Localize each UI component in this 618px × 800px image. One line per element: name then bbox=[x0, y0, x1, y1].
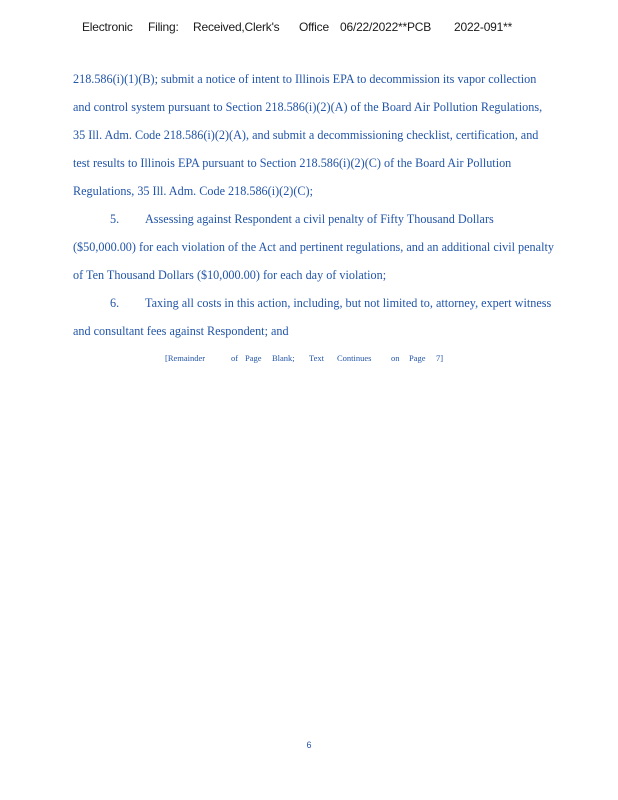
item-6-line-2: and consultant fees against Respondent; and bbox=[73, 324, 289, 338]
header-filing: Filing: bbox=[148, 20, 179, 34]
item-5-first-line bbox=[73, 211, 618, 239]
body-line: test results to Illinois EPA pursuant to Section 218.586(i)(2)(C) of the Board Air Pollution bbox=[73, 156, 512, 170]
item-5-text: Assessing against Respondent a civil penalty of Fifty Thousand Dollars bbox=[145, 212, 494, 226]
body-line: 218.586(i)(1)(B); submit a notice of intent to Illinois EPA to decommission its vapor collection bbox=[73, 72, 537, 86]
remainder-word: on bbox=[391, 353, 400, 363]
remainder-word: of bbox=[231, 353, 239, 363]
header-electronic: Electronic bbox=[82, 20, 133, 34]
body-line: Regulations, 35 Ill. Adm. Code 218.586(i)(2)(C); bbox=[73, 184, 314, 198]
remainder-word: Page bbox=[409, 353, 426, 363]
filing-header bbox=[82, 20, 522, 36]
item-5-line-2: ($50,000.00) for each violation of the Act and pertinent regulations, and an additional civil penalty bbox=[73, 240, 554, 254]
page-number: 6 bbox=[306, 740, 312, 750]
item-6-first-line bbox=[73, 295, 618, 323]
item-5-line-3: of Ten Thousand Dollars ($10,000.00) for each day of violation; bbox=[73, 268, 387, 282]
remainder-word: Blank; bbox=[272, 353, 295, 363]
header-case-number: 2022-091** bbox=[454, 20, 513, 34]
header-office: Office bbox=[299, 20, 329, 34]
remainder-word: 7] bbox=[436, 353, 444, 363]
item-6-text: Taxing all costs in this action, including, but not limited to, attorney, expert witness bbox=[145, 296, 552, 310]
document-body bbox=[73, 71, 618, 351]
header-date: 06/22/2022**PCB bbox=[340, 20, 432, 34]
remainder-word: Continues bbox=[337, 353, 372, 363]
remainder-word: Page bbox=[245, 353, 262, 363]
remainder-word: Text bbox=[309, 353, 324, 363]
item-5-number: 5. bbox=[110, 212, 120, 226]
body-line: and control system pursuant to Section 218.586(i)(2)(A) of the Board Air Pollution Regulations, bbox=[73, 100, 543, 114]
remainder-word: [Remainder bbox=[165, 353, 206, 363]
header-received: Received,Clerk's bbox=[193, 20, 280, 34]
item-6-number: 6. bbox=[110, 296, 120, 310]
body-line: 35 Ill. Adm. Code 218.586(i)(2)(A), and submit a decommissioning checklist, certification, and bbox=[73, 128, 539, 142]
